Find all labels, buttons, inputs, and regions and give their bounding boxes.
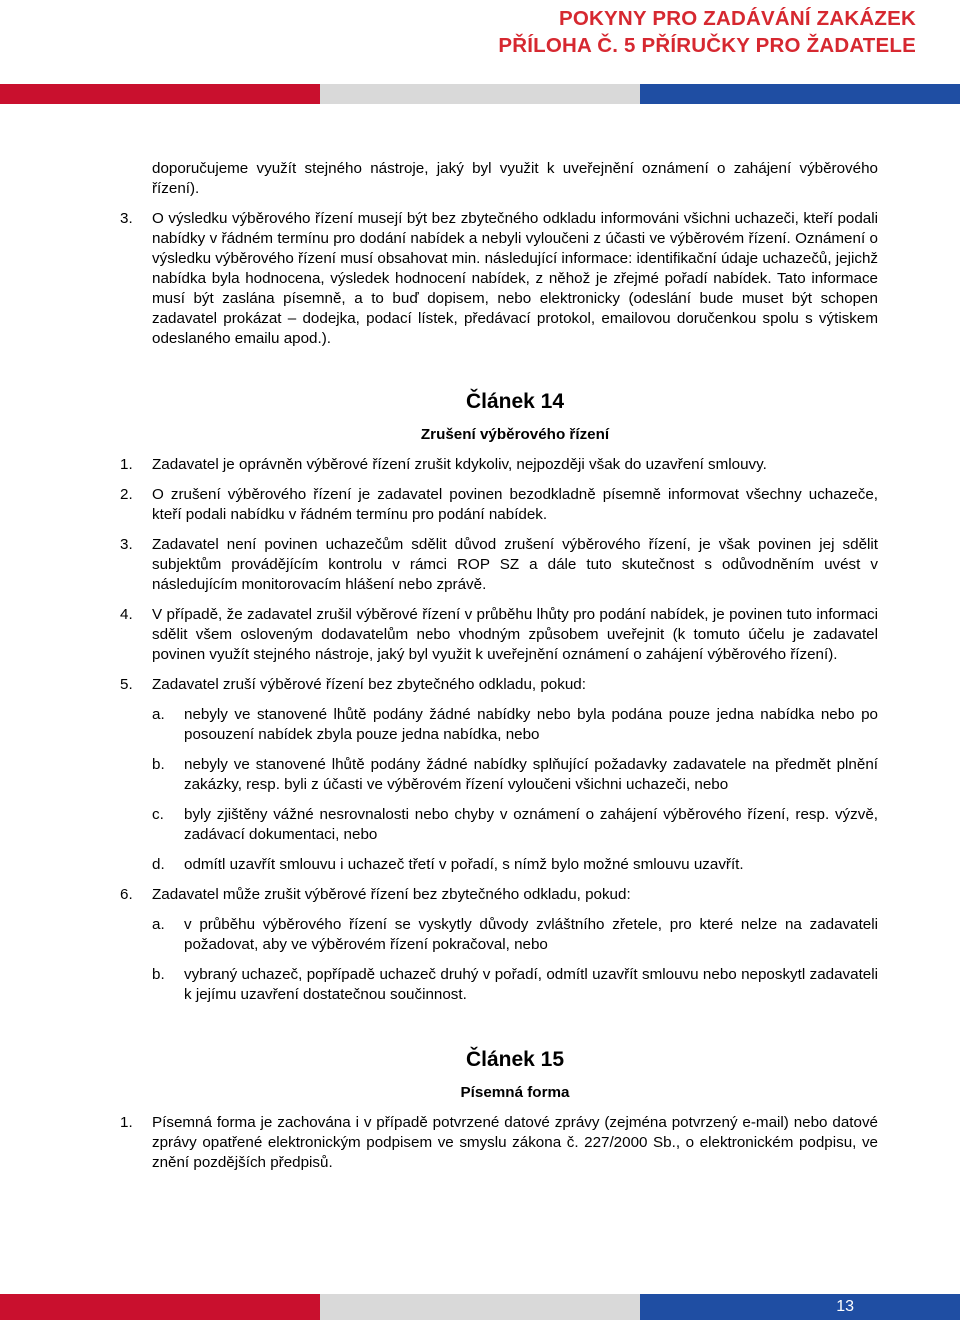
item-text: Zadavatel není povinen uchazečům sdělit důvod zrušení výběrového řízení, je však povinen jej sdělit subjektům provádějícím kontrolu v rámci ROP SZ a dále tuto skutečnost s odůvodněním uvést v následujícím monitorovacím hlášení nebo zprávě.	[152, 536, 878, 593]
item-text: O zrušení výběrového řízení je zadavatel povinen bezodkladně písemně informovat všechny uchazeče, kteří podali nabídku v řádném termínu pro podání nabídek.	[152, 486, 878, 523]
item-text: Zadavatel může zrušit výběrové řízení bez zbytečného odkladu, pokud:	[152, 886, 631, 903]
item-number: 1.	[120, 456, 133, 473]
sub-item-text: nebyly ve stanovené lhůtě podány žádné nabídky splňující požadavky zadavatele na předmět plnění zakázky, resp. byli z účasti ve výběrovém řízení vyloučeni všichni uchazeči, nebo	[184, 756, 878, 793]
sub-item-text: vybraný uchazeč, popřípadě uchazeč druhý v pořadí, odmítl uzavřít smlouvu nebo neposkytl zadavateli k jejímu uzavření dostatečnou součinnost.	[184, 966, 878, 1003]
item-text: Písemná forma je zachována i v případě potvrzené datové zprávy (zejména potvrzený e-mail) nebo datové zprávy opatřené elektronickým podpisem ve smyslu zákona č. 227/2000 Sb., o elektronickém podpisu, ve znění pozdějších předpisů.	[152, 1114, 878, 1171]
header-title-line1: POKYNY PRO ZADÁVÁNÍ ZAKÁZEK	[559, 7, 916, 30]
footer-bar-gray	[320, 1294, 640, 1320]
item-number: 6.	[120, 886, 133, 903]
document-body	[120, 159, 878, 1173]
sub-item-text: odmítl uzavřít smlouvu i uchazeč třetí v pořadí, s nímž bylo možné smlouvu uzavřít.	[184, 856, 744, 873]
sub-list-item	[152, 855, 878, 875]
sub-item-letter: a.	[152, 706, 165, 723]
item-text: Zadavatel je oprávněn výběrové řízení zrušit kdykoliv, nejpozději však do uzavření smlouvy.	[152, 456, 767, 473]
header-color-bar	[0, 84, 960, 104]
footer-bar-blue	[640, 1294, 960, 1320]
header-bar-red	[0, 84, 320, 104]
sub-list-item	[152, 965, 878, 1005]
item-number: 4.	[120, 606, 133, 623]
header-title-line2: PŘÍLOHA Č. 5 PŘÍRUČKY PRO ŽADATELE	[498, 34, 916, 57]
list-item	[120, 455, 878, 475]
list-item	[120, 1113, 878, 1173]
sub-item-letter: b.	[152, 966, 165, 983]
footer-bar-red	[0, 1294, 320, 1320]
sub-item-letter: c.	[152, 806, 164, 823]
list-item	[120, 535, 878, 595]
item-text: V případě, že zadavatel zrušil výběrové řízení v průběhu lhůty pro podání nabídek, je povinen tuto informaci sdělit všem osloveným dodavatelům nebo vhodným způsobem uveřejnit (k tomuto účelu je zadavatel povinen využít stejného nástroje, jaký byl využit k uveřejnění oznámení o zahájení výběrového řízení).	[152, 606, 878, 663]
header-bar-gray	[320, 84, 640, 104]
article-14-title: Článek 14	[465, 390, 565, 413]
sub-item-letter: d.	[152, 856, 165, 873]
continuation-paragraph: doporučujeme využít stejného nástroje, jaký byl využit k uveřejnění oznámení o zahájení výběrového řízení).	[152, 160, 878, 197]
sub-item-text: v průběhu výběrového řízení se vyskytly důvody zvláštního zřetele, pro které nelze na zadavateli požadovat, aby ve výběrovém řízení pokračoval, nebo	[184, 916, 878, 953]
article-15-subtitle: Písemná forma	[460, 1084, 570, 1101]
list-item	[120, 675, 878, 695]
list-item	[120, 885, 878, 905]
item-number: 2.	[120, 486, 133, 503]
item-number: 3.	[120, 536, 133, 553]
sub-item-letter: a.	[152, 916, 165, 933]
sub-list-item	[152, 705, 878, 745]
sub-item-text: nebyly ve stanovené lhůtě podány žádné nabídky nebo byla podána pouze jedna nabídka nebo po posouzení nabídek zbyla pouze jedna nabídka, nebo	[184, 706, 878, 743]
item-number: 5.	[120, 676, 133, 693]
sub-item-text: byly zjištěny vážné nesrovnalosti nebo chyby v oznámení o zahájení výběrového řízení, resp. výzvě, zadávací dokumentaci, nebo	[184, 806, 878, 843]
sub-list-item	[152, 915, 878, 955]
item-number: 1.	[120, 1114, 133, 1131]
footer-color-bar	[0, 1294, 960, 1320]
item-text: Zadavatel zruší výběrové řízení bez zbytečného odkladu, pokud:	[152, 676, 586, 693]
sub-list-item	[152, 805, 878, 845]
page-number: 13	[836, 1298, 854, 1315]
article-15-title: Článek 15	[465, 1048, 565, 1071]
item-text: O výsledku výběrového řízení musejí být bez zbytečného odkladu informováni všichni uchazeči, kteří podali nabídky v řádném termínu pro dodání nabídek a nebyli vyloučeni z účasti ve výběrovém řízení. Oznámení o výsledku výběrového řízení musí obsahovat min. následující informace: identifikační údaje uchazečů, jejichž nabídka byla hodnocena, výsledek hodnocení nabídek, z něhož je zřejmé pořadí nabídek. Tato informace musí být zaslána písemně, a to buď dopisem, nebo elektronicky (odeslání bude muset být schopen zadavatel prokázat – dodejka, podací lístek, předávací protokol, emailovou doručenkou spolu s výtiskem odeslaného emailu apod.).	[152, 210, 879, 347]
item-number: 3.	[120, 210, 133, 227]
sub-list-item	[152, 755, 878, 795]
sub-item-letter: b.	[152, 756, 165, 773]
header-bar-blue	[640, 84, 960, 104]
list-item	[120, 485, 878, 525]
list-item	[120, 209, 878, 349]
article-14-subtitle: Zrušení výběrového řízení	[420, 426, 610, 443]
list-item	[120, 605, 878, 665]
